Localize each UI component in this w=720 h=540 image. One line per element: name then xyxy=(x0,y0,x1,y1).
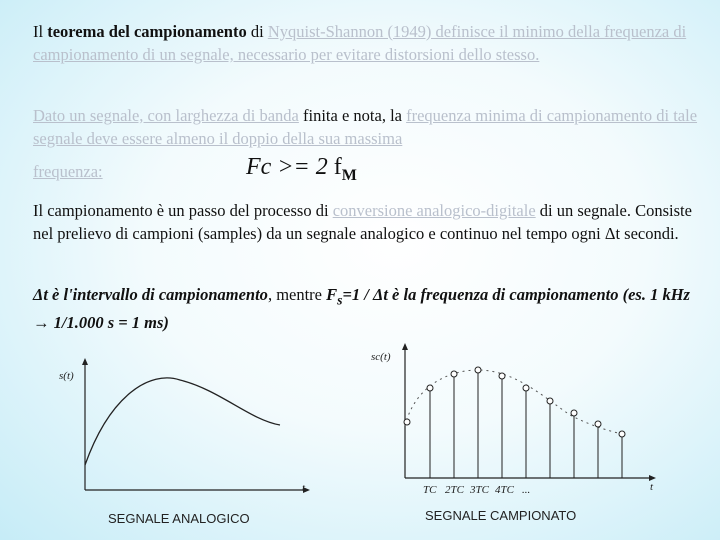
sampled-caption: SEGNALE CAMPIONATO xyxy=(425,508,577,523)
formula-sub: M xyxy=(341,166,357,184)
p4-fs-sub: s xyxy=(337,292,343,308)
p4-interval: Δt è l'intervallo di campionamento xyxy=(33,285,268,304)
sample-point xyxy=(451,371,457,377)
nyquist-shannon-link[interactable]: Nyquist-Shannon (1949) definisce il minimo della frequenza di campionamento di un segnale, necessario per evitare distorsioni dello stesso. xyxy=(33,22,687,64)
sample-point xyxy=(595,421,601,427)
arrow-right-icon: → xyxy=(33,313,54,333)
minimum-frequency-link[interactable]: frequenza minima di campionamento di tale segnale deve essere almeno il doppio della sua massima xyxy=(33,106,698,148)
analog-caption: SEGNALE ANALOGICO xyxy=(108,511,250,526)
paragraph-theorem xyxy=(33,20,698,66)
analog-ylabel: s(t) xyxy=(59,370,74,382)
sampled-signal-chart xyxy=(370,340,670,535)
analog-signal-chart xyxy=(50,355,330,535)
tick-4tc: 4TC xyxy=(495,484,514,496)
adc-link[interactable]: conversione analogico-digitale xyxy=(332,201,536,220)
tick-3tc: 3TC xyxy=(470,484,489,496)
tick-2tc: 2TC xyxy=(445,484,464,496)
nyquist-formula xyxy=(246,154,357,185)
sampled-ylabel: sc(t) xyxy=(371,351,391,363)
sample-point xyxy=(619,431,625,437)
analog-curve xyxy=(85,378,280,465)
p4-fs: F xyxy=(326,285,338,304)
paragraph-sampling-interval xyxy=(33,283,698,334)
p1-bold-term: teorema del campionamento xyxy=(47,22,247,41)
sample-point xyxy=(404,419,410,425)
tick-ellipsis: ... xyxy=(522,484,531,496)
analog-y-arrow xyxy=(82,358,88,365)
sample-point xyxy=(475,367,481,373)
sample-points xyxy=(404,367,625,437)
p4-frequency: =1 / Δt è la frequenza di campionamento (es. 1 kHz xyxy=(342,285,690,304)
sampled-y-arrow xyxy=(402,343,408,350)
sampled-dotted-curve xyxy=(405,370,625,435)
analog-xlabel: t xyxy=(302,482,306,494)
formula-main: Fc >= 2 xyxy=(246,154,334,180)
p1-prefix: Il xyxy=(33,22,48,41)
sample-point xyxy=(547,398,553,404)
tick-tc: TC xyxy=(423,484,437,496)
paragraph-minimum-frequency xyxy=(33,104,698,150)
sample-point xyxy=(427,385,433,391)
p4-example: 1/1.000 s = 1 ms) xyxy=(53,313,169,333)
sample-point xyxy=(499,373,505,379)
sample-point xyxy=(523,385,529,391)
sample-point xyxy=(571,410,577,416)
sampled-xlabel: t xyxy=(650,481,654,493)
formula-f: f xyxy=(333,154,342,180)
p1-mid: di xyxy=(246,22,268,41)
frequency-link[interactable]: frequenza: xyxy=(33,162,103,181)
bandwidth-link[interactable]: Dato un segnale, con larghezza di banda xyxy=(33,106,299,125)
paragraph-sampling-process xyxy=(33,199,698,245)
p3-text2: di un segnale. Consiste nel prelievo di campioni (samples) da un segnale analogico e continuo nel tempo ogni Δt secondi. xyxy=(33,201,692,243)
p3-text1: Il campionamento è un passo del processo di xyxy=(33,201,333,220)
p4-mentre: , mentre xyxy=(267,285,327,304)
p2-mid: finita e nota, la xyxy=(298,106,407,125)
